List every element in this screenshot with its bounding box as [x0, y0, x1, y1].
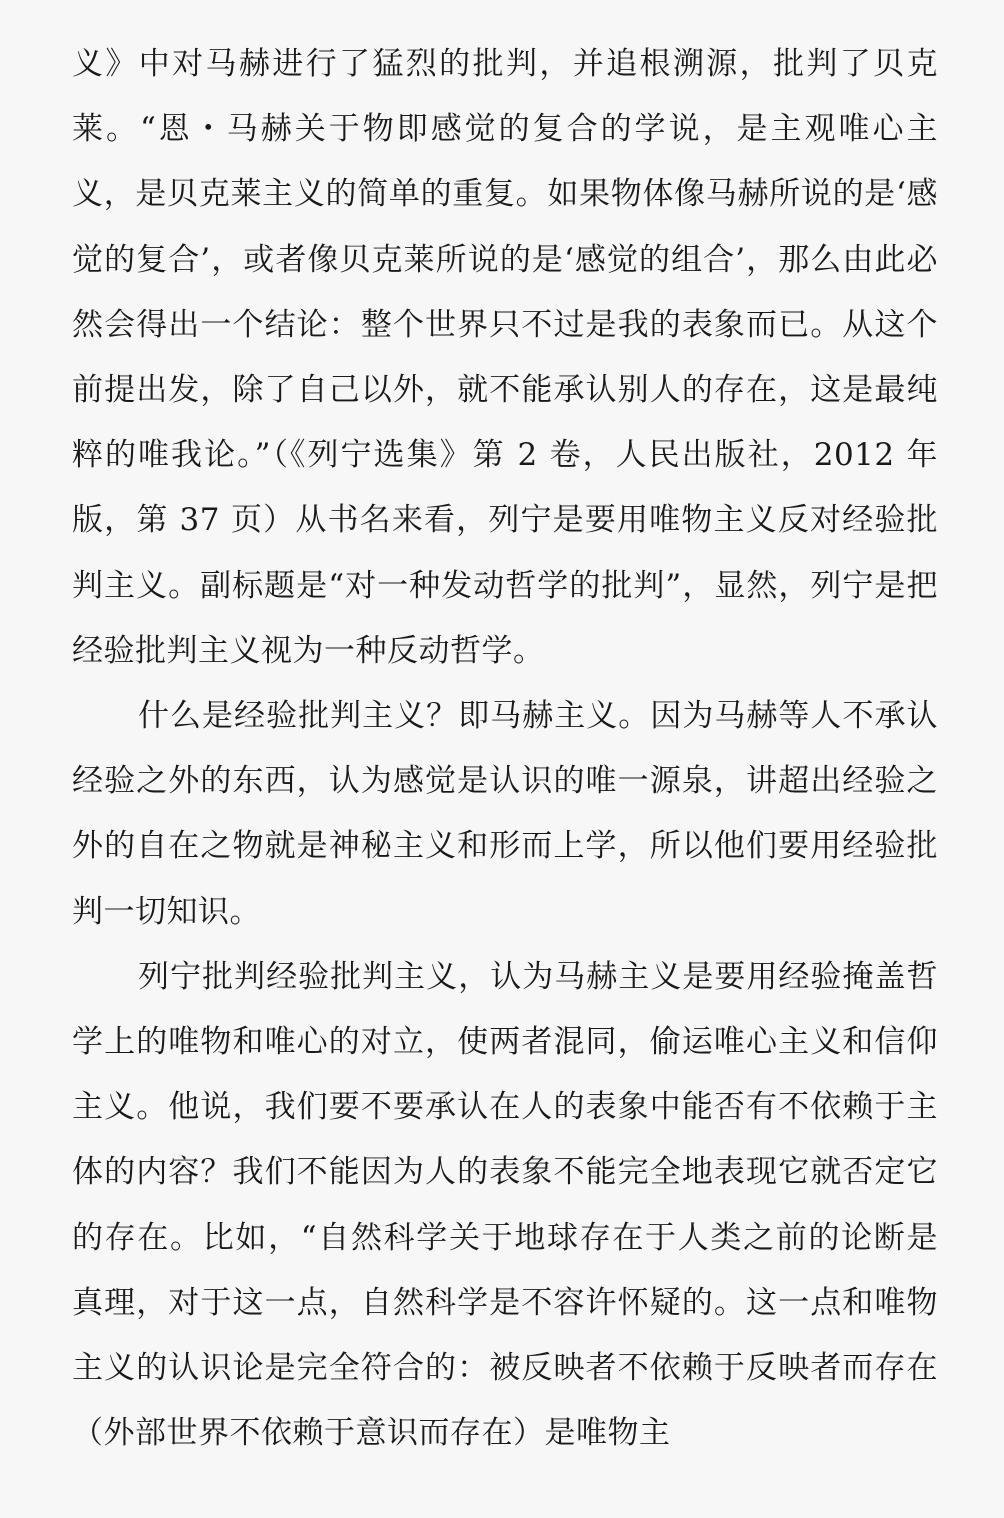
paragraph-1: 义》中对马赫进行了猛烈的批判，并追根溯源，批判了贝克莱。“恩・马赫关于物即感觉的复合的学说，是主观唯心主义，是贝克莱主义的简单的重复。如果物体像马赫所说的是‘感觉的复合’，或者像贝克莱所说的是‘感觉的组合’，那么由此必然会得出一个结论：整个世界只不过是我的表象而已。从这个前提出发，除了自己以外，就不能承认别人的存在，这是最纯粹的唯我论。”（《列宁选集》第 2 卷，人民出版社，2012 年版，第 37 页）从书名来看，列宁是要用唯物主义反对经验批判主义。副标题是“对一种发动哲学的批判”，显然，列宁是把经验批判主义视为一种反动哲学。 [72, 46, 938, 669]
paragraph-2: 什么是经验批判主义？即马赫主义。因为马赫等人不承认经验之外的东西，认为感觉是认识的唯一源泉，讲超出经验之外的自在之物就是神秘主义和形而上学，所以他们要用经验批判一切知识。 [72, 698, 938, 930]
document-page [72, 32, 938, 1466]
paragraph-3: 列宁批判经验批判主义，认为马赫主义是要用经验掩盖哲学上的唯物和唯心的对立，使两者混同，偷运唯心主义和信仰主义。他说，我们要不要承认在人的表象中能否有不依赖于主体的内容？我们不能因为人的表象不能完全地表现它就否定它的存在。比如，“自然科学关于地球存在于人类之前的论断是真理，对于这一点，自然科学是不容许怀疑的。这一点和唯物主义的认识论是完全符合的：被反映者不依赖于反映者而存在（外部世界不依赖于意识而存在）是唯物主 [72, 958, 938, 1452]
